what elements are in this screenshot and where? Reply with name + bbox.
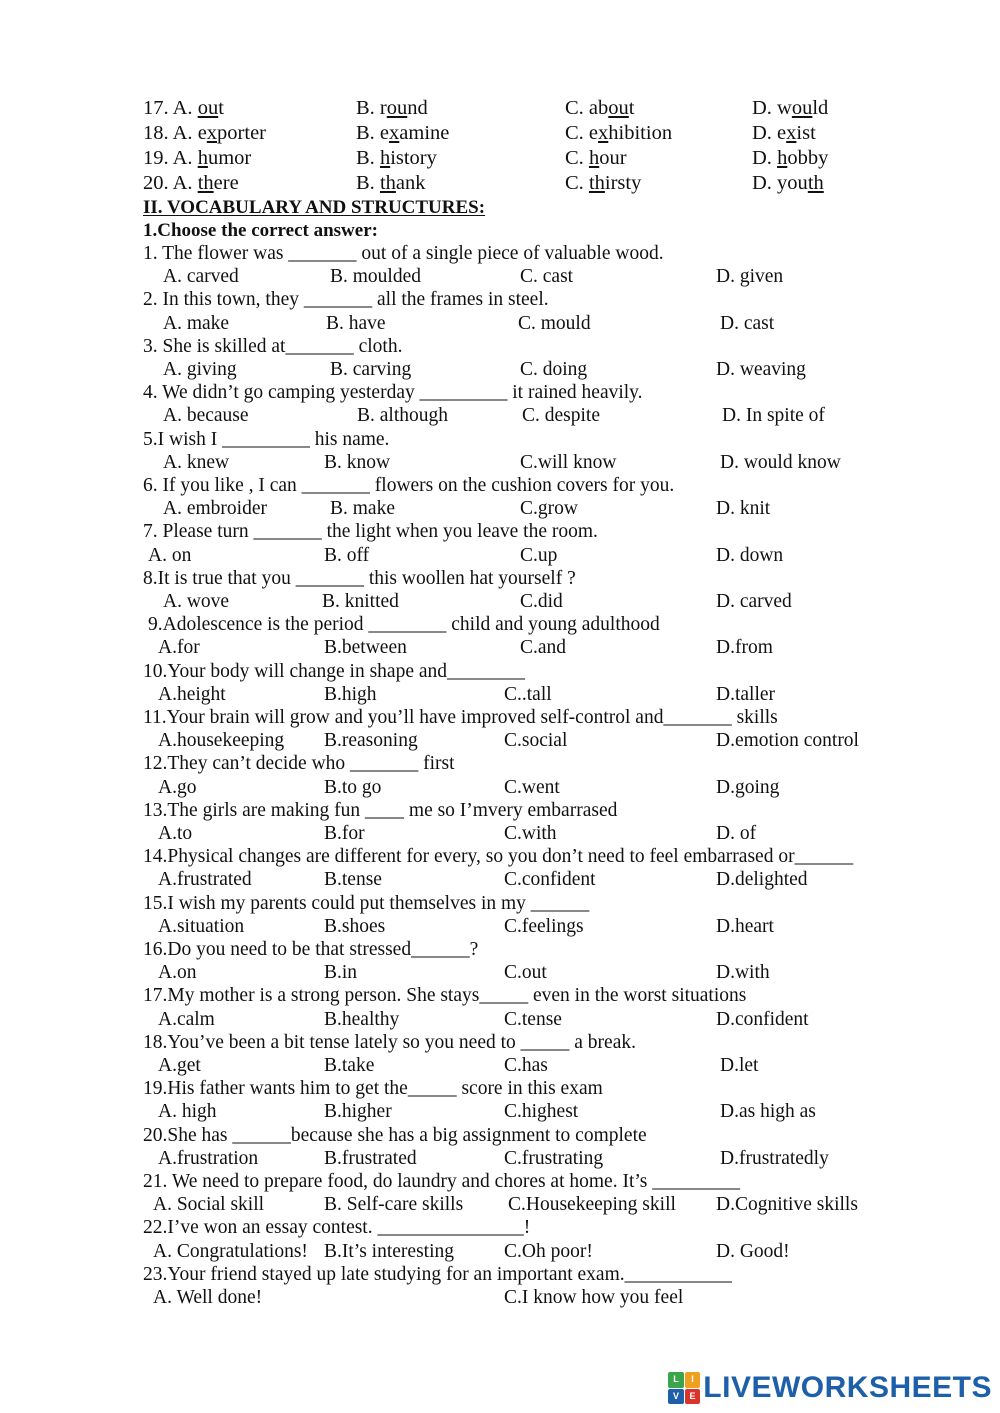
answer-option-d[interactable]: D.frustratedly	[720, 1147, 829, 1169]
underlined-sound: ou	[386, 97, 408, 119]
answer-option-c[interactable]: C.confident	[504, 869, 596, 891]
answer-option-d[interactable]: D. Good!	[716, 1240, 790, 1262]
question-stem: 11.Your brain will grow and you’ll have improved self-control and_______ skills	[143, 707, 778, 728]
pronunciation-option-b[interactable]: B. history	[356, 147, 437, 169]
underlined-sound: ou	[197, 97, 219, 119]
answer-option-c[interactable]: C..tall	[504, 683, 552, 705]
answer-option-c[interactable]: C.went	[504, 776, 560, 798]
question-stem: 8.It is true that you _______ this woollen hat yourself ?	[143, 567, 576, 589]
answer-option-d[interactable]: D.emotion control	[716, 730, 859, 752]
answer-option-c[interactable]: C.will know	[520, 451, 617, 473]
answer-option-a[interactable]: A.housekeeping	[158, 730, 285, 752]
question-stem: 20.She has ______because she has a big assignment to complete	[143, 1124, 647, 1146]
answer-option-d[interactable]: D. cast	[720, 312, 775, 334]
pronunciation-option-a[interactable]: 20. A. there	[143, 172, 239, 194]
answer-option-b[interactable]: B.shoes	[324, 915, 386, 937]
answer-option-d[interactable]: D.as high as	[720, 1101, 816, 1123]
pronunciation-option-c[interactable]: C. thirsty	[565, 172, 642, 194]
answer-option-b[interactable]: B. carving	[330, 359, 412, 380]
answer-option-c[interactable]: C.I know how you feel	[504, 1287, 684, 1308]
answer-option-c[interactable]: C.with	[504, 823, 557, 844]
answer-option-a[interactable]: A.frustration	[158, 1147, 259, 1169]
answer-option-a[interactable]: A. Well done!	[153, 1287, 263, 1308]
answer-option-d[interactable]: D.heart	[716, 915, 774, 937]
answer-option-d[interactable]: D. carved	[716, 591, 792, 612]
pronunciation-option-d[interactable]: D. exist	[752, 122, 816, 144]
underlined-sound: h	[379, 147, 391, 169]
liveworksheets-logo	[668, 1371, 992, 1405]
answer-option-c[interactable]: C.out	[504, 962, 547, 984]
pronunciation-option-a[interactable]: 18. A. exporter	[143, 122, 266, 144]
underlined-sound: th	[807, 172, 824, 194]
question-number: 17. A.	[143, 97, 198, 119]
answer-option-b[interactable]: B. although	[357, 405, 448, 427]
answer-option-d[interactable]: D.from	[716, 637, 773, 659]
question-stem: 12.They can’t decide who _______ first	[143, 753, 455, 775]
answer-option-d[interactable]: D.delighted	[716, 869, 808, 891]
answer-option-b[interactable]: B. Self-care skills	[324, 1194, 464, 1216]
answer-option-a[interactable]: A.frustrated	[158, 869, 252, 891]
answer-option-c[interactable]: C.Housekeeping skill	[508, 1194, 676, 1216]
underlined-sound: x	[389, 122, 400, 144]
answer-option-c[interactable]: C.feelings	[504, 915, 584, 937]
answer-option-c[interactable]: C. cast	[520, 266, 574, 288]
question-stem: 23.Your friend stayed up late studying for an important exam.___________	[143, 1263, 732, 1285]
answer-option-b[interactable]: B.healthy	[324, 1008, 400, 1030]
answer-option-a[interactable]: A.get	[158, 1055, 201, 1076]
question-stem: 17.My mother is a strong person. She stays_____ even in the worst situations	[143, 985, 747, 1007]
question-stem: 14.Physical changes are different for every, so you don’t need to feel embarrased or______	[143, 846, 854, 868]
question-number: 20. A.	[143, 172, 198, 194]
answer-option-b[interactable]: B.in	[324, 962, 358, 984]
answer-option-c[interactable]: C.highest	[504, 1101, 579, 1123]
answer-option-c[interactable]: C. despite	[522, 405, 600, 427]
pronunciation-option-a[interactable]: 19. A. humor	[143, 147, 252, 169]
answer-option-a[interactable]: A. knew	[163, 451, 230, 473]
underlined-sound: ou	[608, 97, 629, 119]
underlined-sound: ou	[791, 97, 813, 119]
answer-option-b[interactable]: B. have	[326, 312, 386, 334]
question-stem: 3. She is skilled at_______ cloth.	[143, 335, 403, 357]
answer-option-a[interactable]: A. Congratulations!	[153, 1240, 308, 1262]
answer-option-d[interactable]: D. given	[716, 266, 784, 288]
answer-option-b[interactable]: B.It’s interesting	[324, 1240, 454, 1262]
answer-option-c[interactable]: C.social	[504, 730, 568, 752]
underlined-sound: x	[598, 122, 609, 144]
answer-option-b[interactable]: B.take	[324, 1055, 375, 1076]
answer-option-d[interactable]: D.taller	[716, 683, 776, 705]
answer-option-b[interactable]: B. know	[324, 451, 391, 473]
answer-option-a[interactable]: A. giving	[163, 359, 237, 380]
question-stem: 18.You’ve been a bit tense lately so you need to _____ a break.	[143, 1031, 636, 1053]
answer-option-a[interactable]: A. Social skill	[153, 1194, 265, 1216]
answer-option-a[interactable]: A. high	[158, 1101, 217, 1123]
underlined-sound: x	[786, 122, 797, 144]
answer-option-b[interactable]: B.frustrated	[324, 1147, 417, 1169]
subsection-title: 1.Choose the correct answer:	[143, 220, 378, 241]
underlined-sound: h	[588, 147, 600, 169]
answer-option-c[interactable]: C.frustrating	[504, 1147, 604, 1169]
question-stem: 22.I’ve won an essay contest. _______________!	[143, 1217, 531, 1239]
answer-option-a[interactable]: A.to	[158, 823, 193, 844]
answer-option-b[interactable]: B. make	[330, 498, 395, 520]
answer-option-b[interactable]: B.tense	[324, 869, 382, 891]
question-stem: 4. We didn’t go camping yesterday _________ it rained heavily.	[143, 382, 643, 404]
pronunciation-option-c[interactable]: C. hour	[565, 147, 627, 169]
pronunciation-option-a[interactable]: 17. A. out	[143, 97, 224, 119]
underlined-sound: h	[777, 147, 788, 169]
answer-option-d[interactable]: D. would know	[720, 451, 841, 473]
question-stem: 9.Adolescence is the period ________ child and young adulthood	[148, 614, 660, 636]
answer-option-a[interactable]: A.calm	[158, 1008, 215, 1030]
underlined-sound: x	[206, 122, 218, 144]
pronunciation-option-c[interactable]: C. about	[565, 97, 635, 119]
pronunciation-option-d[interactable]: D. would	[752, 97, 829, 119]
answer-option-b[interactable]: B.high	[324, 683, 377, 705]
question-stem: 7. Please turn _______ the light when you leave the room.	[143, 521, 598, 543]
underlined-sound: th	[197, 172, 214, 194]
pronunciation-option-d[interactable]: D. hobby	[752, 147, 829, 169]
answer-option-c[interactable]: C.did	[520, 591, 563, 612]
pronunciation-option-b[interactable]: B. examine	[356, 122, 450, 144]
answer-option-d[interactable]: D. down	[716, 544, 784, 566]
section-title: II. VOCABULARY AND STRUCTURES:	[143, 197, 486, 218]
underlined-sound: th	[379, 172, 396, 194]
answer-option-b[interactable]: B. moulded	[330, 266, 421, 288]
answer-option-a[interactable]: A.for	[158, 637, 200, 659]
answer-option-c[interactable]: C. mould	[518, 312, 591, 334]
answer-option-a[interactable]: A.height	[158, 683, 226, 705]
pronunciation-option-d[interactable]: D. youth	[752, 172, 824, 194]
answer-option-d[interactable]: D. weaving	[716, 359, 806, 380]
answer-option-b[interactable]: B.reasoning	[324, 730, 418, 752]
answer-option-b[interactable]: B.higher	[324, 1101, 392, 1123]
answer-option-d[interactable]: D. In spite of	[722, 405, 825, 427]
question-stem: 19.His father wants him to get the_____ score in this exam	[143, 1078, 603, 1100]
answer-option-a[interactable]: A.situation	[158, 915, 245, 937]
question-number: 19. A.	[143, 147, 198, 169]
answer-option-d[interactable]: D.going	[716, 776, 780, 798]
answer-option-c[interactable]: C.up	[520, 544, 558, 566]
answer-option-b[interactable]: B.for	[324, 823, 365, 844]
answer-option-a[interactable]: A. carved	[163, 266, 239, 288]
liveworksheets-logo-icon: L I V E	[668, 1372, 700, 1404]
answer-option-a[interactable]: A. embroider	[163, 498, 267, 520]
answer-option-c[interactable]: C.tense	[504, 1008, 562, 1030]
question-stem: 13.The girls are making fun ____ me so I’mvery embarrased	[143, 799, 618, 821]
answer-option-a[interactable]: A.go	[158, 776, 197, 798]
question-stem: 10.Your body will change in shape and________	[143, 660, 526, 682]
question-stem: 21. We need to prepare food, do laundry and chores at home. It’s _________	[143, 1171, 740, 1192]
answer-option-b[interactable]: B.to go	[324, 776, 382, 798]
question-stem: 2. In this town, they _______ all the frames in steel.	[143, 289, 549, 311]
answer-option-c[interactable]: C.Oh poor!	[504, 1240, 593, 1262]
pronunciation-option-b[interactable]: B. thank	[356, 172, 426, 194]
answer-option-d[interactable]: D.let	[720, 1055, 759, 1076]
answer-option-d[interactable]: D. of	[716, 823, 757, 844]
answer-option-d[interactable]: D.confident	[716, 1008, 809, 1030]
answer-option-b[interactable]: B. off	[324, 544, 370, 566]
question-stem: 15.I wish my parents could put themselves in my ______	[143, 892, 590, 914]
underlined-sound: h	[197, 147, 208, 169]
answer-option-a[interactable]: A. wove	[163, 591, 230, 612]
liveworksheets-wordmark: LIVEWORKSHEETS	[703, 1371, 992, 1404]
answer-option-d[interactable]: D.Cognitive skills	[716, 1194, 858, 1216]
answer-option-a[interactable]: A. make	[163, 312, 230, 334]
answer-option-d[interactable]: D.with	[716, 962, 770, 984]
question-stem: 16.Do you need to be that stressed______?	[143, 939, 479, 960]
answer-option-c[interactable]: C. doing	[520, 359, 588, 380]
question-stem: 6. If you like , I can _______ flowers on the cushion covers for you.	[143, 475, 675, 496]
underlined-sound: th	[588, 172, 605, 194]
answer-option-b[interactable]: B.between	[324, 637, 407, 659]
answer-option-c[interactable]: C.and	[520, 637, 567, 659]
answer-option-a[interactable]: A.on	[158, 962, 197, 984]
answer-option-a[interactable]: A. because	[163, 405, 249, 427]
pronunciation-option-b[interactable]: B. round	[356, 97, 428, 119]
question-stem: 1. The flower was _______ out of a single piece of valuable wood.	[143, 243, 664, 264]
answer-option-c[interactable]: C.grow	[520, 498, 578, 520]
answer-option-b[interactable]: B. knitted	[322, 591, 399, 612]
question-stem: 5.I wish I _________ his name.	[143, 428, 390, 450]
answer-option-a[interactable]: A. on	[148, 544, 192, 566]
pronunciation-option-c[interactable]: C. exhibition	[565, 122, 673, 144]
answer-option-c[interactable]: C.has	[504, 1055, 548, 1076]
answer-option-d[interactable]: D. knit	[716, 498, 771, 520]
question-number: 18. A.	[143, 122, 198, 144]
